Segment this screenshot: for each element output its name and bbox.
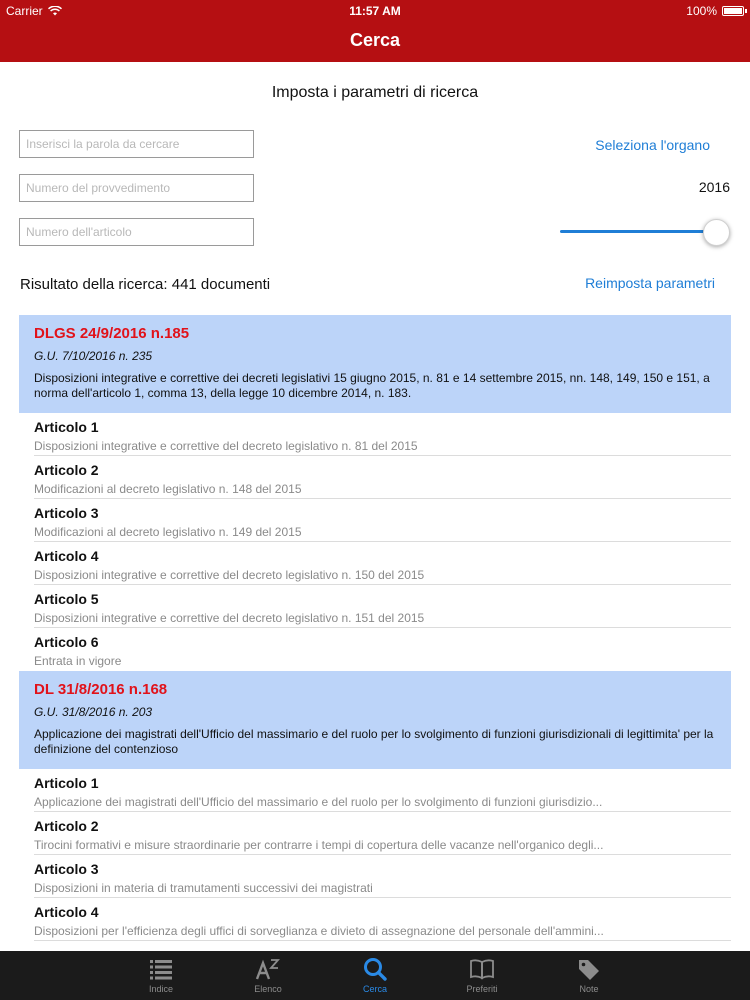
article-title: Articolo 2: [34, 818, 99, 834]
articolo-number-input[interactable]: [19, 218, 254, 246]
article-row[interactable]: [19, 585, 731, 628]
a-z-icon: [255, 957, 281, 981]
provvedimento-number-input[interactable]: [19, 174, 254, 202]
search-subtitle: Imposta i parametri di ricerca: [271, 84, 479, 101]
article-title: Articolo 3: [34, 505, 99, 521]
article-subtitle: Disposizioni integrative e correttive del decreto legislativo n. 81 del 2015: [34, 439, 418, 453]
article-row[interactable]: [19, 456, 731, 499]
year-value: 2016: [698, 179, 730, 195]
reset-parameters-button[interactable]: Reimposta parametri: [585, 275, 715, 291]
article-title: Articolo 6: [34, 634, 99, 650]
document-header[interactable]: [19, 671, 731, 769]
article-subtitle: Disposizioni integrative e correttive del decreto legislativo n. 150 del 2015: [34, 568, 425, 582]
tab-bar: [0, 951, 750, 1000]
year-slider-thumb[interactable]: [703, 219, 730, 246]
tab-preferiti[interactable]: [429, 951, 536, 1000]
article-subtitle: Tirocini formativi e misure straordinarie per contrarre i tempi di copertura delle vacanze nell'organico degli...: [34, 838, 604, 852]
tab-cerca[interactable]: [322, 951, 429, 1000]
article-row[interactable]: [19, 769, 731, 812]
select-organo-button[interactable]: Seleziona l'organo: [595, 137, 710, 153]
article-subtitle: Modificazioni al decreto legislativo n. 149 del 2015: [34, 525, 302, 539]
article-subtitle: Applicazione dei magistrati dell'Ufficio del massimario e del ruolo per lo svolgimento di funzioni giurisdizio...: [34, 795, 603, 809]
tab-label: Elenco: [254, 984, 282, 994]
battery-icon: [722, 6, 744, 16]
article-title: Articolo 5: [34, 591, 99, 607]
article-row[interactable]: [19, 542, 731, 585]
keyword-search-input[interactable]: [19, 130, 254, 158]
tab-indice[interactable]: [108, 951, 215, 1000]
article-title: Articolo 2: [34, 462, 99, 478]
article-row[interactable]: [19, 413, 731, 456]
article-subtitle: Disposizioni in materia di tramutamenti successivi dei magistrati: [34, 881, 373, 895]
article-subtitle: Disposizioni per l'efficienza degli uffici di sorveglianza e divieto di assegnazione del personale dell'ammini...: [34, 924, 604, 938]
document-description: Disposizioni integrative e correttive dei decreti legislativi 15 giugno 2015, n. 81 e 14 settembre 2015, nn. 148, 149, 150 e 151, a norma dell'articolo 1, comma 13, della legge 10 dicembre 2014, n. 183.: [34, 371, 710, 400]
book-icon: [469, 957, 495, 981]
tab-note[interactable]: [536, 951, 643, 1000]
tab-label: Cerca: [362, 984, 387, 994]
results-list: [19, 315, 731, 941]
battery-percent: 100%: [686, 4, 717, 18]
battery-indicator: [686, 4, 744, 18]
status-time: 11:57 AM: [349, 4, 401, 18]
article-row[interactable]: [19, 628, 731, 671]
article-row[interactable]: [19, 499, 731, 542]
tab-label: Note: [579, 984, 599, 994]
document-description: Applicazione dei magistrati dell'Ufficio del massimario e del ruolo per lo svolgimento di funzioni giurisdizionali di legittimita' per la definizione del contenzioso: [34, 727, 714, 756]
article-title: Articolo 1: [34, 775, 99, 791]
article-title: Articolo 4: [34, 548, 99, 564]
article-row[interactable]: [19, 898, 731, 941]
list-icon: [148, 957, 174, 981]
article-title: Articolo 4: [34, 904, 99, 920]
article-subtitle: Modificazioni al decreto legislativo n. 148 del 2015: [34, 482, 302, 496]
carrier-label: Carrier: [6, 4, 43, 18]
document-gazzetta: G.U. 7/10/2016 n. 235: [34, 349, 153, 363]
year-slider-track[interactable]: [560, 230, 720, 233]
article-row[interactable]: [19, 812, 731, 855]
document-title: DL 31/8/2016 n.168: [34, 681, 168, 698]
article-row[interactable]: [19, 855, 731, 898]
result-count: Risultato della ricerca: 441 documenti: [20, 276, 271, 293]
tab-elenco[interactable]: [215, 951, 322, 1000]
article-title: Articolo 1: [34, 419, 99, 435]
tab-label: Preferiti: [466, 984, 498, 994]
page-title: Cerca: [349, 30, 401, 50]
article-title: Articolo 3: [34, 861, 99, 877]
article-subtitle: Disposizioni integrative e correttive del decreto legislativo n. 151 del 2015: [34, 611, 425, 625]
document-title: DLGS 24/9/2016 n.185: [34, 325, 190, 342]
search-icon: [362, 957, 388, 981]
document-header[interactable]: [19, 315, 731, 413]
tab-label: Indice: [148, 984, 174, 994]
status-bar: [0, 0, 750, 22]
document-gazzetta: G.U. 31/8/2016 n. 203: [34, 705, 153, 719]
navigation-bar: [0, 0, 750, 62]
tag-icon: [576, 957, 602, 981]
article-subtitle: Entrata in vigore: [34, 654, 122, 668]
